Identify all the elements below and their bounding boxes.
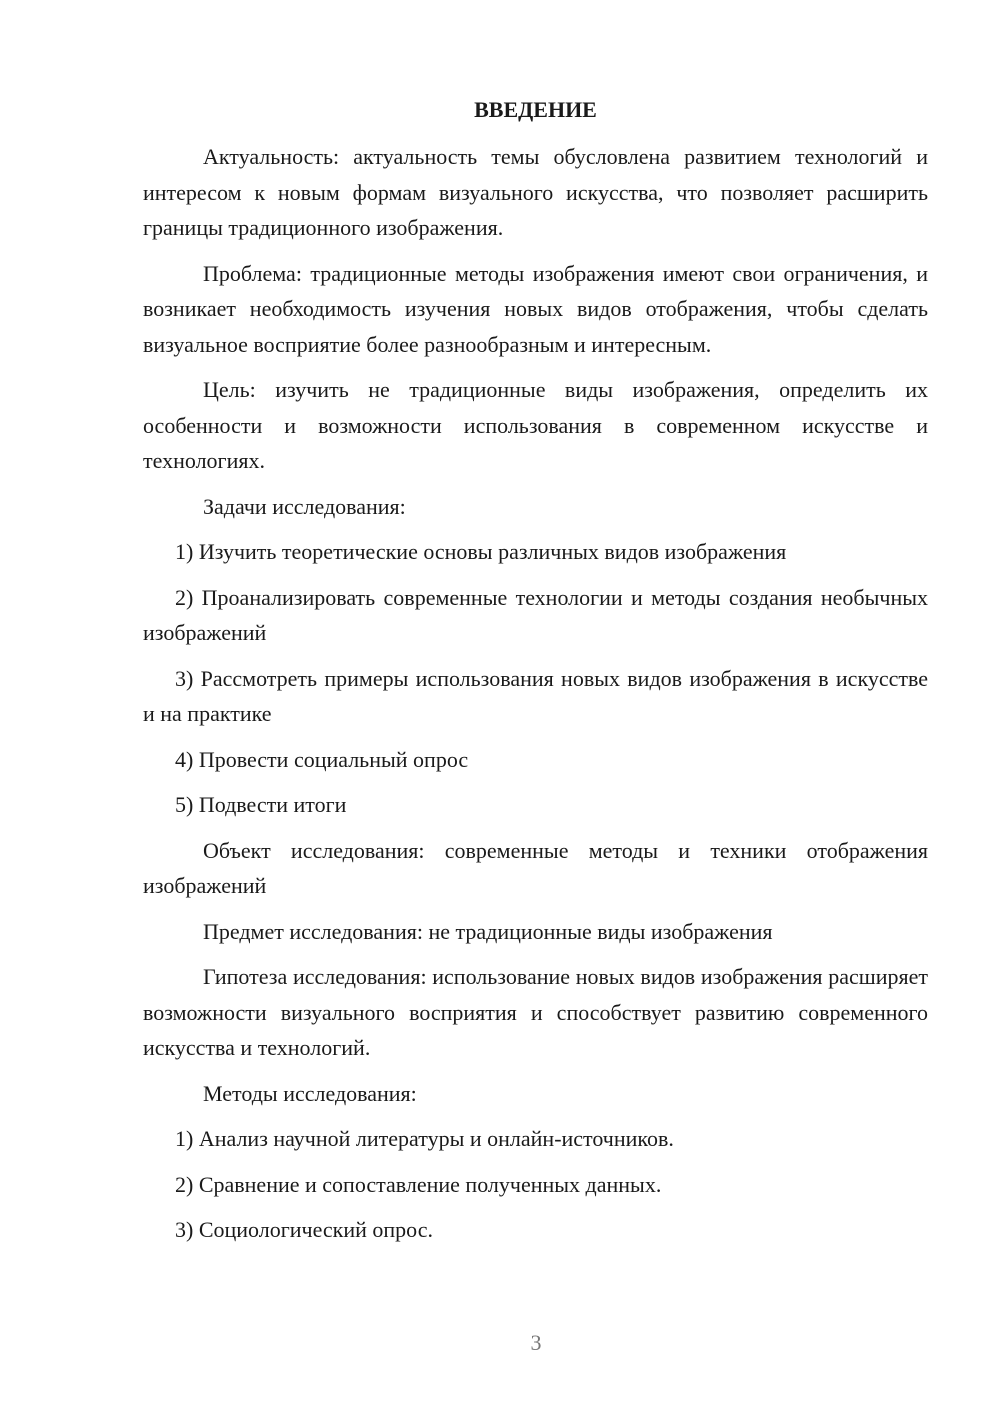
task-item: 3) Рассмотреть примеры использования новых видов изображения в искусстве и на практике [143, 665, 928, 726]
task-item: 1) Изучить теоретические основы различных видов изображения [175, 539, 787, 564]
task-item: 2) Проанализировать современные технологии и методы создания необычных изображений [143, 584, 928, 645]
relevance-paragraph: Актуальность: актуальность темы обусловлена развитием технологий и интересом к новым формам визуального искусства, что позволяет расширить границы традиционного изображения. [143, 144, 928, 240]
method-item: 2) Сравнение и сопоставление полученных данных. [175, 1171, 662, 1197]
document-page [143, 92, 928, 1258]
hypothesis-paragraph: Гипотеза исследования: использование новых видов изображения расширяет возможности визуального восприятия и способствует развитию современного искусства и технологий. [143, 964, 928, 1060]
subject-paragraph: Предмет исследования: не традиционные виды изображения [203, 918, 773, 944]
tasks-heading: Задачи исследования: [203, 493, 406, 519]
task-item: 5) Подвести итоги [175, 792, 347, 817]
method-item: 1) Анализ научной литературы и онлайн-источников. [175, 1126, 674, 1151]
task-item: 4) Провести социальный опрос [175, 746, 469, 772]
page-number: 3 [530, 1330, 542, 1355]
methods-heading: Методы исследования: [203, 1080, 417, 1106]
method-item: 3) Социологический опрос. [175, 1217, 433, 1242]
problem-paragraph: Проблема: традиционные методы изображения имеют свои ограничения, и возникает необходимость изучения новых видов отображения, чтобы сделать визуальное восприятие более разнообразным и интересным. [143, 260, 928, 357]
section-title: ВВЕДЕНИЕ [474, 97, 597, 122]
goal-paragraph: Цель: изучить не традиционные виды изображения, определить их особенности и возможности использования в современном искусстве и технологиях. [143, 377, 928, 473]
object-paragraph: Объект исследования: современные методы и техники отображения изображений [143, 837, 928, 898]
